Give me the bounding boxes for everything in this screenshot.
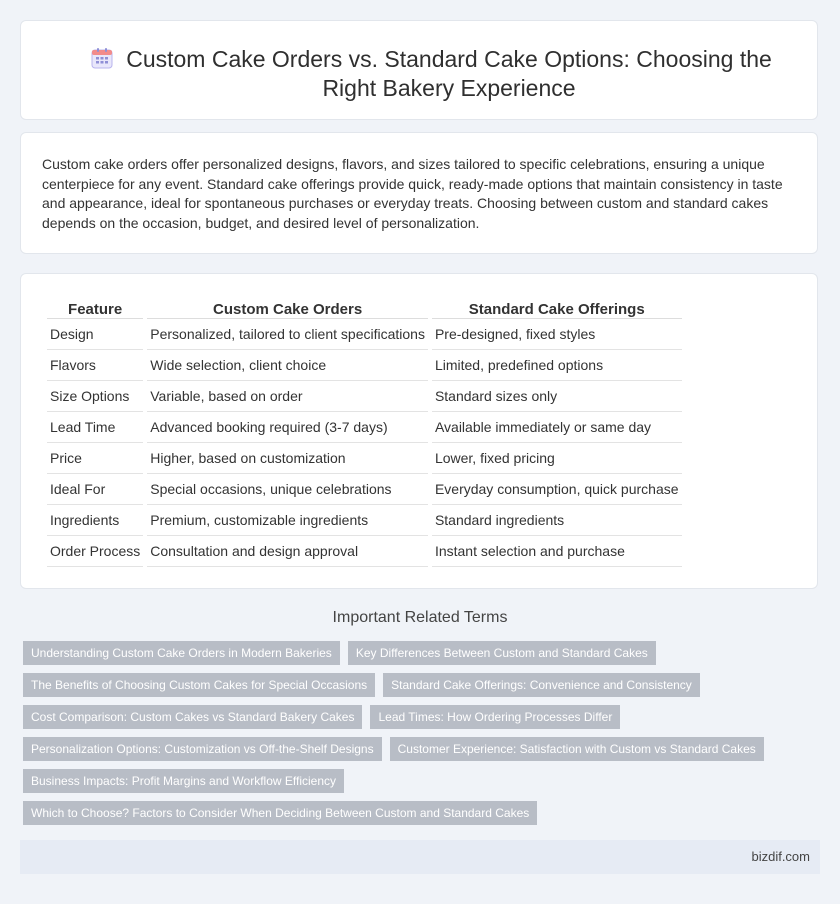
cell-feature: Order Process: [47, 536, 143, 567]
related-term-link[interactable]: Cost Comparison: Custom Cakes vs Standard Bakery Cakes: [23, 705, 362, 729]
cell-feature: Ideal For: [47, 474, 143, 505]
related-term-link[interactable]: Key Differences Between Custom and Standard Cakes: [348, 641, 656, 665]
cell-standard: Standard sizes only: [432, 381, 682, 412]
cell-feature: Design: [47, 319, 143, 350]
column-header-feature: Feature: [47, 296, 143, 319]
related-term-link[interactable]: Understanding Custom Cake Orders in Modern Bakeries: [23, 641, 340, 665]
table-row: [47, 350, 682, 381]
cell-custom: Consultation and design approval: [147, 536, 428, 567]
comparison-table: [43, 296, 686, 567]
related-terms-list: [23, 641, 823, 833]
cell-standard: Limited, predefined options: [432, 350, 682, 381]
table-row: [47, 381, 682, 412]
related-term-link[interactable]: Standard Cake Offerings: Convenience and Consistency: [383, 673, 700, 697]
cell-custom: Advanced booking required (3-7 days): [147, 412, 428, 443]
tag-row: [23, 769, 823, 793]
related-term-link[interactable]: Lead Times: How Ordering Processes Differ: [370, 705, 620, 729]
cell-standard: Pre-designed, fixed styles: [432, 319, 682, 350]
cell-standard: Everyday consumption, quick purchase: [432, 474, 682, 505]
related-term-link[interactable]: The Benefits of Choosing Custom Cakes for Special Occasions: [23, 673, 375, 697]
intro-text: Custom cake orders offer personalized designs, flavors, and sizes tailored to specific celebrations, ensuring a unique centerpiece for any event. Standard cake offerings provide quick, ready-made options that maintain consistency in taste and appearance, ideal for spontaneous purchases or everyday treats. Choosing between custom and standard cakes depends on the occasion, budget, and desired level of personalization.: [42, 156, 783, 231]
cell-feature: Lead Time: [47, 412, 143, 443]
cell-standard: Available immediately or same day: [432, 412, 682, 443]
cell-custom: Wide selection, client choice: [147, 350, 428, 381]
intro-card: [20, 132, 818, 254]
cell-standard: Instant selection and purchase: [432, 536, 682, 567]
cell-feature: Flavors: [47, 350, 143, 381]
table-row: [47, 319, 682, 350]
related-term-link[interactable]: Which to Choose? Factors to Consider When Deciding Between Custom and Standard Cakes: [23, 801, 537, 825]
cell-custom: Special occasions, unique celebrations: [147, 474, 428, 505]
footer-brand: bizdif.com: [751, 849, 810, 864]
table-header-row: [47, 296, 682, 319]
tag-row: [23, 737, 823, 761]
cell-standard: Lower, fixed pricing: [432, 443, 682, 474]
cell-feature: Price: [47, 443, 143, 474]
tag-row: [23, 673, 823, 697]
related-terms-title: Important Related Terms: [332, 609, 508, 626]
cell-feature: Ingredients: [47, 505, 143, 536]
table-row: [47, 536, 682, 567]
related-term-link[interactable]: Business Impacts: Profit Margins and Workflow Efficiency: [23, 769, 344, 793]
cell-custom: Premium, customizable ingredients: [147, 505, 428, 536]
tag-row: [23, 641, 823, 665]
tag-row: [23, 801, 823, 825]
cell-custom: Higher, based on customization: [147, 443, 428, 474]
header-card: [20, 20, 818, 120]
cell-custom: Personalized, tailored to client specifications: [147, 319, 428, 350]
column-header-standard: Standard Cake Offerings: [432, 296, 682, 319]
related-term-link[interactable]: Customer Experience: Satisfaction with Custom vs Standard Cakes: [390, 737, 764, 761]
table-row: [47, 474, 682, 505]
calendar-icon: [91, 47, 113, 69]
cell-custom: Variable, based on order: [147, 381, 428, 412]
column-header-custom: Custom Cake Orders: [147, 296, 428, 319]
footer: [20, 840, 820, 874]
page-title: Custom Cake Orders vs. Standard Cake Options: Choosing the Right Bakery Experience: [126, 46, 772, 101]
related-term-link[interactable]: Personalization Options: Customization vs Off-the-Shelf Designs: [23, 737, 382, 761]
comparison-table-card: [20, 273, 818, 589]
cell-standard: Standard ingredients: [432, 505, 682, 536]
table-row: [47, 505, 682, 536]
cell-feature: Size Options: [47, 381, 143, 412]
table-row: [47, 412, 682, 443]
tag-row: [23, 705, 823, 729]
table-row: [47, 443, 682, 474]
